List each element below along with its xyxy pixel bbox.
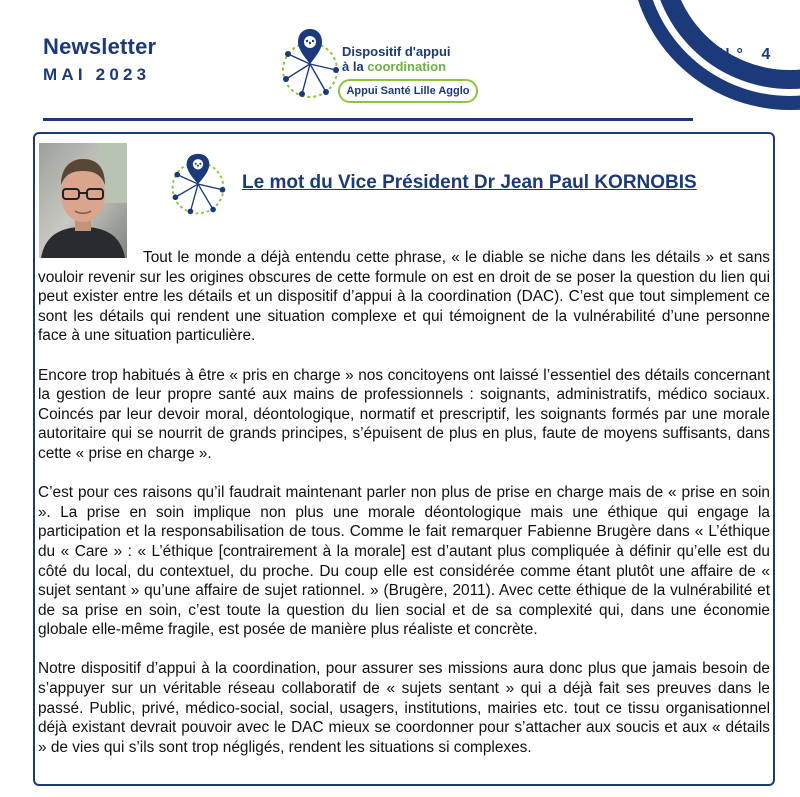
- map-pin-network-icon: [276, 24, 346, 114]
- logo-line-1: Dispositif d'appui: [342, 44, 451, 59]
- issue-number: N° 4: [718, 46, 778, 63]
- newsletter-date: MAI 2023: [43, 65, 151, 84]
- logo-line-2-prefix: à la: [342, 59, 368, 74]
- map-pin-network-icon: [165, 152, 231, 218]
- article-paragraph: Tout le monde a déjà entendu cette phrase, « le diable se niche dans les détails » et sans vouloir revenir sur les origines obscures de cette formule on est en droit de se poser la question du lien qui peut exister entre les détails et un dispositif d’appui à la coordination (DAC). C’est que tout simplement ce sont les détails qui rendent une situation complexe et qui témoignent de la vulnérabilité d’une personne face à une situation particulière.: [38, 249, 770, 345]
- article-paragraph: Encore trop habitués à être « pris en charge » nos concitoyens ont laissé l’essentiel des détails concernant la gestion de leur propre santé aux mains de professionnels : soignants, administratifs, médico sociaux. Coincés par leur devoir moral, déontologique, normatif et prescriptif, les soignants formés par une morale autoritaire qui se nourrit de grands principes, s’épuisent de plus en plus, faute de moyens suffisants, dans cette « prise en charge ».: [38, 366, 770, 462]
- article-title: Le mot du Vice Président Dr Jean Paul KORNOBIS: [242, 172, 697, 193]
- article-paragraph: Notre dispositif d’appui à la coordination, pour assurer ses missions aura donc plus que jamais besoin de s’appuyer sur un véritable réseau collaboratif de « sujets sentant » qui a déjà fait ses preuves dans le passé. Public, privé, médico-social, social, usagers, institutions, mairies etc. tout ce tissu organisationnel déjà existant devrait pouvoir avec le DAC mieux se coordonner pour s’attacher aux soucis et aux « détails » de vies qui s’ils sont trop négligés, rendent les situations si complexes.: [38, 660, 770, 756]
- logo-tagline: Appui Santé Lille Agglo: [338, 79, 478, 103]
- logo-line-2: [342, 59, 446, 74]
- author-photo: [39, 143, 127, 258]
- logo-line-2-highlight: coordination: [367, 59, 447, 74]
- newsletter-title: Newsletter: [43, 34, 157, 59]
- header-divider: [43, 118, 693, 121]
- article-body: [38, 248, 770, 777]
- article-paragraph: C’est pour ces raisons qu’il faudrait maintenant parler non plus de prise en charge mais de « prise en soin ». La prise en soin implique non plus une morale déontologique mais une éthique qui engage la participation et la responsabilisation de tous. Comme le fait remarquer Fabienne Brugère dans « L’éthique du « Care » : « L’éthique [contrairement à la morale] est d’autant plus compliquée à définir qu’elle est du côté du local, du contextuel, du proche. Du coup elle est considérée comme étant plutôt une affaire de « sujet sentant » qu’une affaire de sujet rationnel. » (Brugère, 2011). Avec cette éthique de la vulnérabilité et de sa prise en soin, c’est toute la question du lien social et de sa complexité qui, dans une économie globale elle-même fragile, est posée de manière plus réaliste et concrète.: [38, 484, 770, 639]
- dac-logo: [276, 24, 496, 114]
